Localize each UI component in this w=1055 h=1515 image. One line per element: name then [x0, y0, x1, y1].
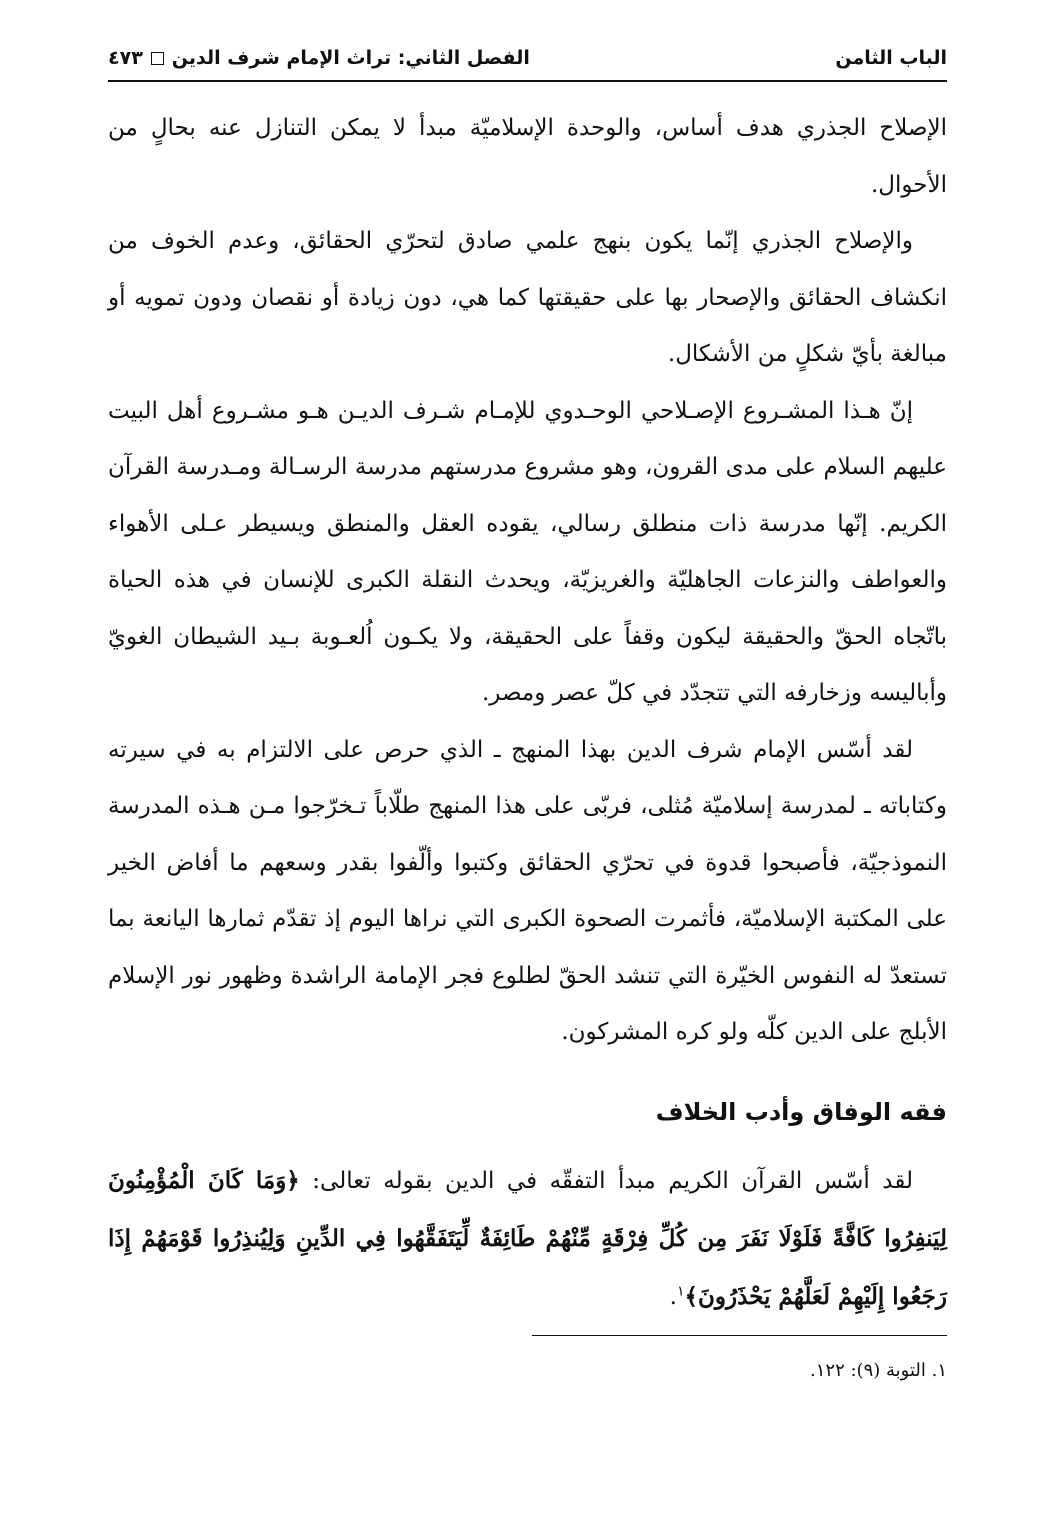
paragraph-1: الإصلاح الجذري هدف أساس، والوحدة الإسلاميّة مبدأ لا يمكن التنازل عنه بحالٍ من الأحوال. — [108, 115, 947, 198]
page-number: ٤٧٣ — [108, 47, 143, 69]
paragraph-2: والإصلاح الجذري إنّما يكون بنهج علمي صادق لتحرّي الحقائق، وعدم الخوف من انكشاف الحقائق والإصحار بها على حقيقتها كما هي، دون زيادة أو نقصان ودون تمويه أو مبالغة بأيّ شكلٍ من الأشكال. — [108, 228, 947, 367]
chapter-label: الباب الثامن — [835, 47, 947, 69]
footnote: ١. التوبة (٩): ١٢٢. — [810, 1360, 947, 1381]
body-text — [108, 100, 947, 1061]
quran-verse: ﴿وَمَا كَانَ الْمُؤْمِنُونَ لِيَنفِرُوا كَافَّةً فَلَوْلَا نَفَرَ مِن كُلِّ فِرْقَةٍ مِّنْهُمْ طَائِفَةٌ لِّيَتَفَقَّهُوا فِي الدِّينِ وَلِيُنذِرُوا قَوْمَهُمْ إِذَا رَجَعُوا إِلَيْهِمْ لَعَلَّهُمْ يَحْذَرُونَ﴾ — [108, 1167, 947, 1310]
section-title: الفصل الثاني: تراث الإمام شرف الدين — [171, 47, 530, 69]
paragraph-4: لقد أسّس الإمام شرف الدين بهذا المنهج ـ الذي حرص على الالتزام به في سيرته وكتاباته ـ لمدرسة إسلاميّة مُثلى، فربّى على هذا المنهج طلّاباً تـخرّجوا مـن هـذه المدرسة النموذجيّة، فأصبحوا قدوة في تحرّي الحقائق وكتبوا وألّفوا بقدر وسعهم ما أفاض الخير على المكتبة الإسلاميّة، فأثمرت الصحوة الكبرى التي نراها اليوم إذ تقدّم ثمارها اليانعة بما تستعدّ له النفوس الخيّرة التي تنشد الحقّ لطلوع فجر الإمامة الراشدة وظهور نور الإسلام الأبلج على الدين كلّه ولو كره المشركون. — [108, 736, 947, 1045]
section-paragraph — [108, 1152, 947, 1326]
section-title-and-page — [108, 47, 530, 69]
running-header — [108, 38, 947, 78]
section-heading: فقه الوفاق وأدب الخلاف — [655, 1098, 947, 1126]
section-ending: . — [669, 1284, 677, 1310]
footnote-rule — [532, 1335, 947, 1336]
paragraph-3: إنّ هـذا المشـروع الإصـلاحي الوحـدوي للإمـام شـرف الديـن هـو مشـروع أهل البيت عليهم السلام على مدى القرون، وهو مشروع مدرستهم مدرسة الرسـالة ومـدرسة القرآن الكريم. إنّها مدرسة ذات منطلق رسالي، يقوده العقل والمنطق ويسيطر عـلى الأهواء والعواطف والنزعات الجاهليّة والغريزيّة، ويحدث النقلة الكبرى للإنسان في هذه الحياة باتّجاه الحقّ والحقيقة ليكون وقفاً على الحقيقة، ولا يكـون اُلعـوبة بـيد الشيطان الغويّ وأباليسه وزخارفه التي تتجدّد في كلّ عصر ومصر. — [108, 397, 947, 706]
square-separator-icon — [151, 52, 164, 65]
footnote-reference: ١ — [676, 1283, 685, 1300]
section-text — [108, 1152, 947, 1326]
section-intro: لقد أسّس القرآن الكريم مبدأ التفقّه في الدين بقوله تعالى: — [299, 1168, 913, 1194]
header-rule — [108, 80, 947, 82]
